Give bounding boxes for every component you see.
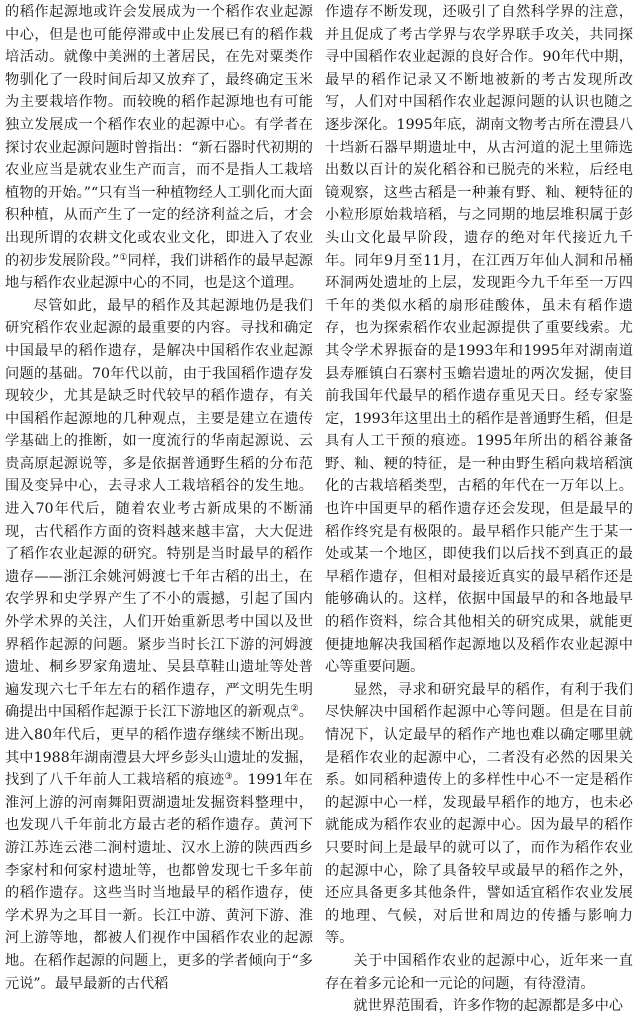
left-column bbox=[5, 1, 313, 992]
footnote-marker: ① bbox=[119, 252, 128, 263]
footnote-marker: ② bbox=[290, 704, 299, 715]
footnote-marker: ③ bbox=[224, 772, 233, 783]
paragraph-text: 关于中国稻作农业的起源中心，近年来一直存在着多元论和一元论的问题，有待澄清。 bbox=[325, 952, 633, 992]
paragraph bbox=[5, 1, 313, 295]
paragraph bbox=[5, 295, 313, 995]
paragraph bbox=[325, 679, 633, 950]
paragraph-text: 的稻作起源地或许会发展成为一个稻作农业起源中心，但是也可能停滞或中止发展已有的稻作栽培活动。就像中美洲的土著居民，在先对粟类作物驯化了一段时间后却又放弃了，最终确定玉米为主要栽培作物。而较晚的稻作起源地也有可能独立发展成一个稻作农业的起源中心。有学者在探讨农业起源问题时曾指出：“新石器时代初期的农业应当是就农业生产而言，而不是指人工栽培植物的开始。”“只有当一种植物经人工驯化而大面积种植，从而产生了一定的经济利益之后，才会出现所谓的农耕文化或农业文化，即进入了农业的初步发展阶段。” bbox=[5, 4, 313, 269]
paragraph-text: 。进入80年代后，更早的稻作遗存继续不断出现。其中1988年湖南澧县大坪乡彭头山遗址的发掘，找到了八千年前人工栽培稻的痕迹 bbox=[5, 704, 313, 789]
paragraph-text: 同样，我们讲稻作的最早起源地与稻作农业起源中心的不同，也是这个道理。 bbox=[5, 252, 313, 292]
paragraph bbox=[325, 995, 633, 1018]
paragraph-text: 尽管如此，最早的稻作及其起源地仍是我们研究稻作农业起源的最重要的内容。寻找和确定中国最早的稻作遗存，是解决中国稻作农业起源问题的基础。70年代以前，由于我国稻作遗存发现较少，尤其是缺乏时代较早的稻作遗存，有关中国稻作起源地的几种观点，主要是建立在遗传学基础上的推断，如一度流行的华南起源说、云贵高原起源说等，多是依据普通野生稻的分布范围及变异中心，去寻求人工栽培稻谷的发生地。进入70年代后，随着农业考古新成果的不断涌现，古代稻作方面的资料越来越丰富，大大促进了稻作农业起源的研究。特别是当时最早的稻作遗存——浙江余姚河姆渡七千年古稻的出土，在农学界和史学界产生了不小的震撼，引起了国内外学术界的关注，人们开始重新思考中国以及世界稻作起源的问题。紧步当时长江下游的河姆渡遗址、桐乡罗家角遗址、吴县草鞋山遗址等处普遍发现六七千年左右的稻作遗存，严文明先生明确提出中国稻作起源于长江下游地区的新观点 bbox=[5, 297, 313, 721]
paragraph-text: 作遗存不断发现，还吸引了自然科学界的注意，并且促成了考古学界与农学界联手攻关，共同探寻中国稻作农业起源的良好合作。90年代中期，最早的稻作记录又不断地被新的考古发现所改写，人们对中国稻作农业起源问题的认识也随之逐步深化。1995年底，湖南文物考古所在澧县八十垱新石器早期遗址中，从古河道的泥土里筛选出数以百计的炭化稻谷和已脱壳的米粒，后经电镜观察，这些古稻是一种兼有野、籼、粳特征的小粒形原始栽培稻，与之同期的地层堆积属于彭头山文化最早阶段，遗存的绝对年代接近九千年。同年9月至11月，在江西万年仙人洞和吊桶环洞两处遗址的上层，发现距今九千年至一万四千年的类似水稻的扇形硅酸体，虽未有稻作遗存，也为探索稻作农业起源提供了重要线索。尤其令学术界振奋的是1993年和1995年对湖南道县寿雁镇白石寨村玉蟾岩遗址的两次发掘，使目前我国年代最早的稻作遗存重见天日。经专家鉴定，1993年这里出土的稻作是普通野生稻，但是具有人工干预的痕迹。1995年所出的稻谷兼备野、籼、粳的特征，是一种由野生稻向栽培稻演化的古栽培稻类型，古稻的年代在一万年以上。也许中国更早的稻作遗存还会发现，但是最早的稻作终究是有极限的。最早稻作只能产生于某一处或某一个地区，即使我们以后找不到真正的最早稻作遗存，但相对最接近真实的最早稻作还是能够确认的。这样，依据中国最早的和各地最早的稻作资料，综合其他相关的研究成果，就能更便捷地解决我国稻作起源地以及稻作农业起源中心等重要问题。 bbox=[325, 4, 633, 676]
paragraph-text: 。1991年在淮河上游的河南舞阳贾湖遗址发掘资料整理中，也发现八千年前北方最古老的稻作遗存。黄河下游江苏连云港二涧村遗址、汉水上游的陕西西乡李家村和何家村遗址等，也都曾发现七千多年前的稻作遗存。这些当时当地最早的稻作遗存，使学术界为之耳目一新。长江中游、黄河下游、淮河上游等地，都被人们视作中国稻作农业的起源地。在稻作起源的问题上，更多的学者倾向于“多元说”。最早最新的古代稻 bbox=[5, 772, 313, 992]
paragraph-text: 就世界范围看，许多作物的起源都是多中心 bbox=[353, 998, 623, 1015]
paragraph-text: 显然，寻求和研究最早的稻作，有利于我们尽快解决中国稻作起源中心等问题。但是在目前情况下，认定最早的稻作产地也难以确定哪里就是稻作农业的起源中心，二者没有必然的因果关系。如同稻种遗传上的多样性中心不一定是稻作的起源中心一样，发现最早稻作的地方，也未必就能成为稻作农业的起源中心。因为最早的稻作只要时间上是最早的就可以了，而作为稻作农业的起源中心，除了具备较早或最早的稻作之外，还应具备更多其他条件，譬如适宜稻作农业发展的地理、气候，对后世和周边的传播与影响力等。 bbox=[325, 681, 633, 947]
paragraph bbox=[325, 950, 633, 995]
paragraph bbox=[325, 1, 633, 679]
right-column bbox=[325, 1, 633, 1015]
